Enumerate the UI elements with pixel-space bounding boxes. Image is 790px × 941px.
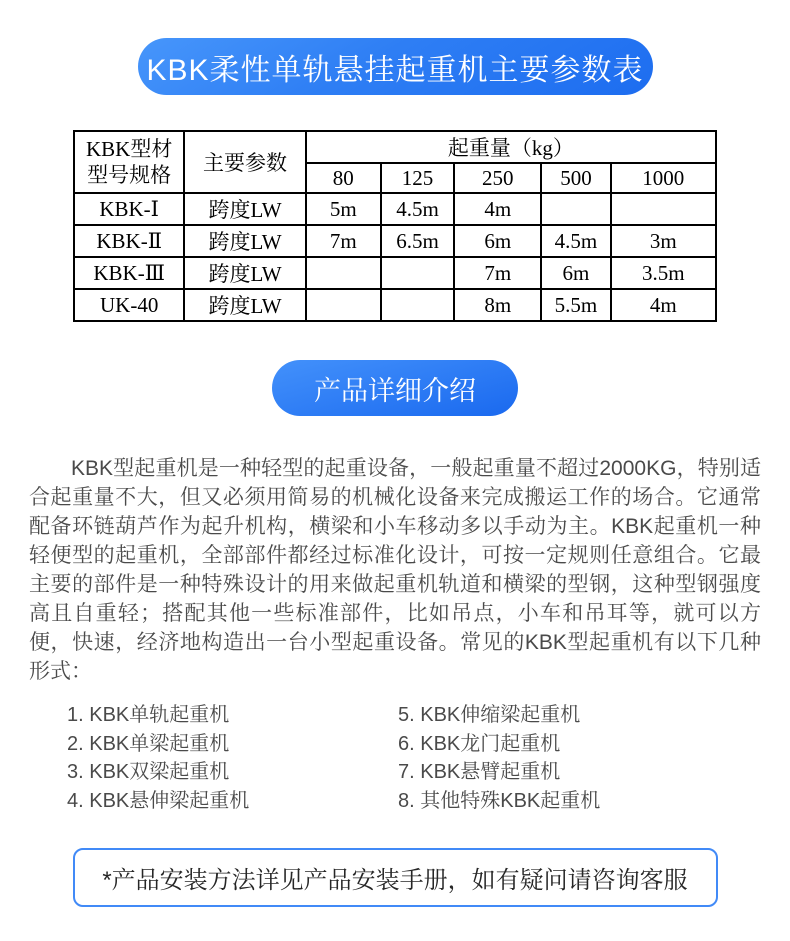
list-item: 8. 其他特殊KBK起重机 [398,789,601,812]
capacity-col-label: 125 [381,163,454,193]
value-cell: 5.5m [541,289,610,321]
value-cell: 5m [306,193,381,225]
model-cell: UK-40 [74,289,184,321]
value-cell: 6m [541,257,610,289]
intro-paragraph: KBK型起重机是一种轻型的起重设备，一般起重量不超过2000KG，特别适合起重量不大，但又必须用简易的机械化设备来完成搬运工作的场合。它通常配备环链葫芦作为起升机构，横梁和小车移动多以手动为主。KBK起重机一种轻便型的起重机，全部部件都经过标准化设计，可按一定规则任意组合。它最主要的部件是一种特殊设计的用来做起重机轨道和横梁的型钢，这种型钢强度高且自重轻；搭配其他一些标准部件，比如吊点，小车和吊耳等，就可以方便，快速，经济地构造出一台小型起重设备。常见的KBK型起重机有以下几种形式： [29,457,761,683]
value-cell: 4.5m [541,225,610,257]
col-header-capacity: 起重量（kg） [306,131,716,163]
list-item: 6. KBK龙门起重机 [398,732,561,755]
spec-table [73,130,717,322]
table-row [74,289,716,321]
value-cell: 3.5m [611,257,716,289]
list-item: 7. KBK悬臂起重机 [398,761,561,783]
col-header-model: KBK型材型号规格 [74,131,184,193]
crane-type-list [67,701,790,815]
table-row [74,225,716,257]
table-row [74,257,716,289]
capacity-col-label: 500 [541,163,610,193]
list-item: 1. KBK单轨起重机 [67,704,230,726]
capacity-col-label: 80 [306,163,381,193]
param-cell: 跨度LW [184,257,305,289]
value-cell: 4m [454,193,541,225]
value-cell: 8m [454,289,541,321]
section-button-label: 产品详细介绍 [314,375,476,406]
value-cell: 3m [611,225,716,257]
value-cell: 4.5m [381,193,454,225]
list-item: 4. KBK悬伸梁起重机 [67,789,250,812]
title-banner [138,38,653,95]
col-header-param: 主要参数 [184,131,305,193]
value-cell: 6m [454,225,541,257]
value-cell [611,193,716,225]
footer-note-box [73,848,718,907]
param-cell: 跨度LW [184,193,305,225]
value-cell [306,257,381,289]
value-cell: 7m [306,225,381,257]
param-cell: 跨度LW [184,289,305,321]
list-item: 3. KBK双梁起重机 [67,761,230,783]
table-row [74,193,716,225]
list-item: 5. KBK伸缩梁起重机 [398,704,581,726]
value-cell: 7m [454,257,541,289]
value-cell [541,193,610,225]
param-cell: 跨度LW [184,225,305,257]
footer-note-text: *产品安装方法详见产品安装手册，如有疑问请咨询客服 [102,867,688,894]
value-cell: 4m [611,289,716,321]
model-cell: KBK-Ⅰ [74,193,184,225]
value-cell [306,289,381,321]
product-intro-section-button[interactable] [272,360,518,416]
page-title: KBK柔性单轨悬挂起重机主要参数表 [146,53,644,87]
list-item: 2. KBK单梁起重机 [67,732,230,755]
value-cell [381,289,454,321]
model-cell: KBK-Ⅱ [74,225,184,257]
capacity-col-label: 250 [454,163,541,193]
value-cell [381,257,454,289]
value-cell: 6.5m [381,225,454,257]
capacity-col-label: 1000 [611,163,716,193]
model-cell: KBK-Ⅲ [74,257,184,289]
